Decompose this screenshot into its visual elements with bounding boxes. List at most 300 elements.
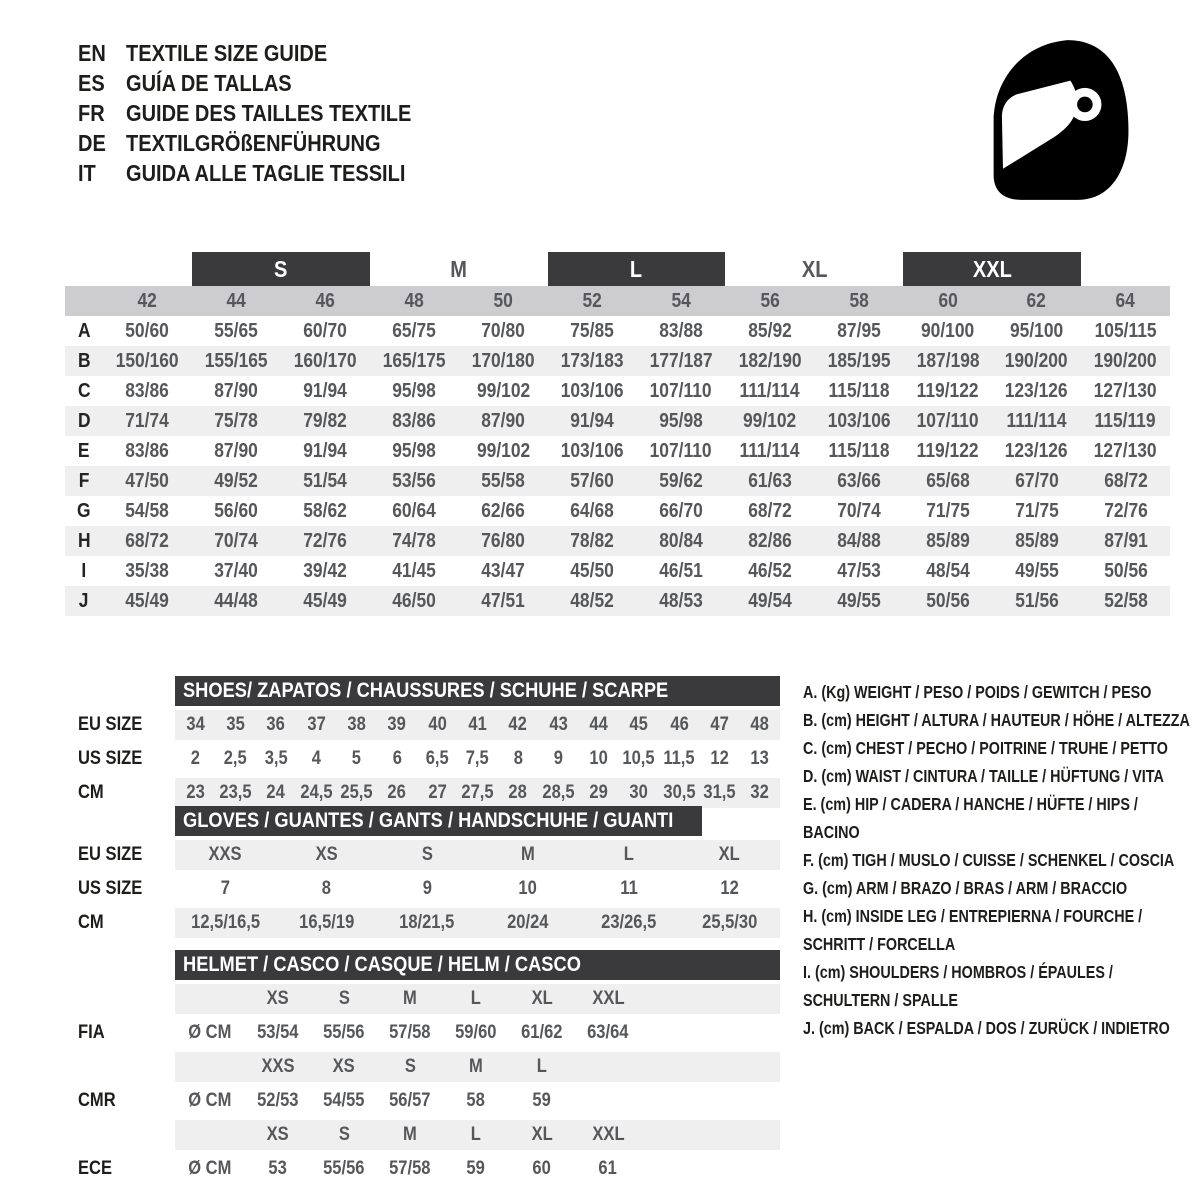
- standard-label-ece: [78, 1154, 175, 1184]
- table-cell-text: 61/62: [521, 1022, 563, 1043]
- table-cell-text: 47: [710, 714, 729, 735]
- table-row: [175, 710, 780, 740]
- table-cell: [103, 346, 192, 376]
- size-group-header: [65, 252, 1170, 286]
- table-cell-text: 49/52: [214, 469, 259, 492]
- row-label-us-size: [78, 744, 175, 774]
- size-label: [509, 1120, 575, 1150]
- table-cell-text: 41: [468, 714, 487, 735]
- table-cell-text: 23/26,5: [601, 912, 657, 933]
- table-cell-text: 45: [629, 714, 649, 735]
- size-number: [370, 286, 459, 316]
- table-cell-text: 6,5: [425, 748, 449, 769]
- table-cell: [725, 556, 814, 586]
- helmet-section: [78, 950, 780, 1188]
- table-cell: [992, 316, 1081, 346]
- table-cell-text: 37/40: [214, 559, 259, 582]
- table-cell: [740, 778, 780, 808]
- table-cell-text: 27: [427, 782, 447, 803]
- size-label: [509, 1052, 575, 1082]
- section-line: [78, 840, 780, 870]
- table-cell: [740, 710, 780, 740]
- gloves-rows: [78, 840, 780, 938]
- row-label-eu-size-text: EU SIZE: [78, 714, 143, 735]
- row-label: [65, 316, 103, 346]
- table-cell: [478, 840, 579, 870]
- table-cell-text: 65/68: [925, 469, 970, 492]
- size-number: [725, 286, 814, 316]
- size-group-XXL: [903, 252, 1081, 286]
- table-cell: [377, 840, 478, 870]
- size-group-L: [548, 252, 726, 286]
- table-cell-text: 83/88: [659, 319, 703, 342]
- table-cell: [281, 556, 370, 586]
- table-cell: [103, 556, 192, 586]
- table-cell: [175, 744, 215, 774]
- size-number-text: 48: [404, 289, 424, 312]
- table-cell: [377, 874, 478, 904]
- table-cell: [619, 744, 659, 774]
- table-cell: [370, 316, 459, 346]
- table-cell: [370, 466, 459, 496]
- table-cell-text: M: [521, 844, 535, 865]
- size-group-L-text: L: [630, 255, 643, 282]
- table-cell-text: 2,5: [223, 748, 247, 769]
- section-line: [78, 984, 780, 1014]
- size-label: [509, 984, 575, 1014]
- language-row: [78, 128, 454, 158]
- table-cell-text: XS: [315, 844, 338, 865]
- table-cell: [814, 316, 903, 346]
- table-cell: [1081, 406, 1170, 436]
- size-number-text: 46: [315, 289, 335, 312]
- size-label-text: XL: [531, 988, 553, 1009]
- table-cell-text: 85/89: [1014, 529, 1059, 552]
- table-cell: [1081, 376, 1170, 406]
- table-cell: [175, 778, 215, 808]
- size-number-text: 64: [1115, 289, 1136, 312]
- table-cell: [459, 346, 548, 376]
- table-cell: [377, 778, 417, 808]
- table-row: [175, 778, 780, 808]
- table-cell: [814, 556, 903, 586]
- unit-label: [175, 1018, 245, 1048]
- size-label-text: M: [469, 1056, 483, 1077]
- row-label: [65, 346, 103, 376]
- language-code-text: EN: [78, 39, 106, 66]
- table-cell: [443, 1018, 509, 1048]
- unit-label: [175, 1086, 245, 1116]
- table-cell-text: 12: [720, 878, 739, 899]
- table-cell-text: 44/48: [214, 589, 259, 612]
- table-cell-text: 90/100: [921, 319, 975, 342]
- table-cell-text: 115/119: [1095, 409, 1157, 432]
- language-code-text: IT: [78, 159, 96, 186]
- table-cell-text: 68/72: [1103, 469, 1148, 492]
- table-cell-text: 173/183: [560, 349, 624, 372]
- row-label: [65, 406, 103, 436]
- table-cell-text: 45/50: [570, 559, 614, 582]
- table-cell: [281, 346, 370, 376]
- size-number-text: 58: [849, 289, 869, 312]
- row-label-text: G: [77, 499, 91, 522]
- table-cell-text: 67/70: [1014, 469, 1059, 492]
- table-cell: [276, 908, 377, 938]
- table-cell-text: 59: [466, 1158, 486, 1179]
- table-cell-text: 83/86: [125, 379, 170, 402]
- table-cell-text: 60: [532, 1158, 552, 1179]
- size-label: [575, 1120, 641, 1150]
- size-number-text: 54: [671, 289, 691, 312]
- table-cell: [192, 526, 281, 556]
- table-cell: [636, 526, 725, 556]
- row-label-eu-size: [78, 840, 175, 870]
- table-cell-text: 185/195: [827, 349, 891, 372]
- table-row: [65, 466, 1170, 496]
- table-cell-text: 51/56: [1014, 589, 1059, 612]
- table-cell: [509, 1154, 575, 1184]
- table-cell: [296, 778, 336, 808]
- spacer: [78, 806, 175, 836]
- standard-label-fia: [78, 1018, 175, 1048]
- table-cell: [103, 586, 192, 616]
- table-cell: [903, 376, 992, 406]
- table-cell: [725, 376, 814, 406]
- table-cell: [443, 1154, 509, 1184]
- table-cell: [103, 376, 192, 406]
- table-cell: [636, 346, 725, 376]
- table-cell: [459, 316, 548, 346]
- table-cell-text: 39: [387, 714, 407, 735]
- table-cell: [336, 710, 376, 740]
- table-cell: [457, 710, 497, 740]
- table-cell: [336, 778, 376, 808]
- table-cell: [814, 496, 903, 526]
- row-label-us-size-text: US SIZE: [78, 748, 143, 769]
- table-cell: [992, 496, 1081, 526]
- table-cell: [548, 466, 637, 496]
- section-line: [78, 1052, 780, 1082]
- table-cell: [903, 406, 992, 436]
- table-cell: [103, 466, 192, 496]
- table-cell-text: 47/51: [481, 589, 525, 612]
- table-cell-text: 48/52: [570, 589, 614, 612]
- table-cell: [725, 496, 814, 526]
- row-label-us-size: [78, 874, 175, 904]
- row-label: [65, 556, 103, 586]
- shoes-rows: [78, 710, 780, 808]
- unit-label-text: Ø CM: [188, 1022, 232, 1043]
- table-cell: [370, 406, 459, 436]
- table-cell: [903, 586, 992, 616]
- table-cell-text: 165/175: [382, 349, 446, 372]
- table-cell: [1081, 436, 1170, 466]
- section-line: [78, 1086, 780, 1116]
- table-cell: [377, 710, 417, 740]
- table-row: [65, 406, 1170, 436]
- table-cell: [903, 556, 992, 586]
- table-cell-text: 23,5: [219, 782, 252, 803]
- table-cell-text: 35: [226, 714, 245, 735]
- table-cell-text: 53/56: [392, 469, 436, 492]
- table-cell-text: 30: [629, 782, 649, 803]
- table-cell-text: 51/54: [303, 469, 348, 492]
- table-cell: [636, 406, 725, 436]
- table-cell: [679, 840, 780, 870]
- table-cell-text: 87/90: [214, 379, 259, 402]
- table-cell: [256, 744, 296, 774]
- table-cell: [725, 586, 814, 616]
- table-cell-text: 10: [589, 748, 608, 769]
- section-line: [78, 1120, 780, 1150]
- table-cell-text: 50/56: [925, 589, 970, 612]
- table-cell: [276, 840, 377, 870]
- shoes-title: SHOES/ ZAPATOS / CHAUSSURES / SCHUHE / SCARPE: [183, 679, 669, 702]
- language-label-text: GUIDE DES TAILLES TEXTILE: [126, 99, 412, 126]
- table-cell-text: 59/60: [455, 1022, 497, 1043]
- legend-item: J. (cm) BACK / ESPALDA / DOS / ZURÜCK / INDIETRO: [803, 1018, 1170, 1038]
- table-cell-text: 91/94: [303, 379, 348, 402]
- helmet-title-bar: [175, 950, 780, 980]
- table-cell: [636, 316, 725, 346]
- table-cell: [699, 778, 739, 808]
- table-cell: [215, 778, 255, 808]
- table-row: [175, 984, 780, 1014]
- row-label-text: A: [77, 319, 91, 342]
- size-number-text: 42: [137, 289, 158, 312]
- shoes-title-bar: [175, 676, 780, 706]
- table-cell-text: 115/118: [828, 439, 890, 462]
- table-cell: [256, 778, 296, 808]
- table-cell-text: 5: [351, 748, 362, 769]
- table-row: [175, 1052, 780, 1082]
- language-label-text: GUÍA DE TALLAS: [126, 69, 292, 96]
- table-cell: [992, 556, 1081, 586]
- table-cell: [370, 436, 459, 466]
- table-cell: [1081, 556, 1170, 586]
- table-cell: [679, 874, 780, 904]
- size-label-text: S: [338, 1124, 350, 1145]
- gloves-section: [78, 806, 780, 942]
- table-cell: [377, 1018, 443, 1048]
- racing-helmet-icon: [982, 36, 1138, 204]
- size-label: [377, 1052, 443, 1082]
- table-cell: [659, 778, 699, 808]
- table-cell-text: 85/92: [748, 319, 792, 342]
- table-cell: [903, 436, 992, 466]
- table-cell-text: 36: [266, 714, 286, 735]
- legend-item: I. (cm) SHOULDERS / HOMBROS / ÉPAULES / SCHULTERN / SPALLE: [803, 962, 1113, 1010]
- table-cell-text: 190/200: [1094, 349, 1157, 372]
- table-cell: [175, 710, 215, 740]
- table-cell-text: 54/55: [323, 1090, 365, 1111]
- size-label-text: XS: [266, 988, 290, 1009]
- table-cell-text: 70/80: [481, 319, 525, 342]
- size-number-text: 50: [493, 289, 513, 312]
- table-cell: [992, 526, 1081, 556]
- table-cell: [281, 586, 370, 616]
- table-cell-text: 62/66: [481, 499, 525, 522]
- size-group-S: [192, 252, 370, 286]
- table-cell: [992, 406, 1081, 436]
- table-row: [65, 556, 1170, 586]
- table-cell: [459, 496, 548, 526]
- table-cell-text: 10,5: [622, 748, 655, 769]
- table-cell: [814, 436, 903, 466]
- table-cell-text: 50/60: [125, 319, 170, 342]
- table-row: [65, 496, 1170, 526]
- table-cell: [245, 1018, 311, 1048]
- table-cell-text: 25,5/30: [701, 912, 758, 933]
- table-cell-text: 177/187: [649, 349, 713, 372]
- section-line: [78, 778, 780, 808]
- table-row: [65, 346, 1170, 376]
- table-cell: [725, 406, 814, 436]
- table-cell-text: 70/74: [214, 529, 259, 552]
- table-cell: [1081, 586, 1170, 616]
- legend-item: E. (cm) HIP / CADERA / HANCHE / HÜFTE / HIPS / BACINO: [803, 794, 1138, 842]
- table-cell-text: 61/63: [748, 469, 792, 492]
- size-group-XL: [725, 252, 903, 286]
- table-cell: [192, 466, 281, 496]
- table-cell: [192, 316, 281, 346]
- table-cell: [417, 744, 457, 774]
- table-cell-text: 87/90: [481, 409, 525, 432]
- table-cell-text: 187/198: [916, 349, 980, 372]
- table-cell-text: 71/75: [1014, 499, 1059, 522]
- table-cell: [103, 436, 192, 466]
- standard-label-cmr: [78, 1086, 175, 1116]
- size-number-text: 44: [226, 289, 247, 312]
- gloves-title: GLOVES / GUANTES / GANTS / HANDSCHUHE / GUANTI: [183, 809, 674, 832]
- table-cell: [548, 526, 637, 556]
- table-cell: [417, 778, 457, 808]
- standard-label-ece-text: ECE: [78, 1158, 112, 1179]
- table-cell-text: 28: [508, 782, 528, 803]
- table-cell: [659, 744, 699, 774]
- table-cell: [459, 556, 548, 586]
- table-cell-text: 9: [422, 878, 432, 899]
- language-row: [78, 68, 454, 98]
- table-cell: [370, 526, 459, 556]
- table-cell-text: 85/89: [925, 529, 970, 552]
- table-row: [65, 316, 1170, 346]
- table-cell: [459, 466, 548, 496]
- table-cell: [578, 874, 679, 904]
- table-cell: [175, 908, 276, 938]
- section-line: [78, 1018, 780, 1048]
- size-label: [443, 984, 509, 1014]
- table-cell-text: 43/47: [481, 559, 525, 582]
- table-cell: [175, 874, 276, 904]
- table-cell: [478, 874, 579, 904]
- table-cell: [103, 316, 192, 346]
- row-label-text: E: [78, 439, 90, 462]
- table-cell: [1081, 316, 1170, 346]
- table-cell: [336, 744, 376, 774]
- table-cell: [575, 1018, 641, 1048]
- table-cell: [578, 778, 618, 808]
- table-cell: [296, 744, 336, 774]
- size-label: [443, 1052, 509, 1082]
- table-cell: [459, 406, 548, 436]
- table-cell: [992, 466, 1081, 496]
- table-cell: [578, 744, 618, 774]
- size-label: [245, 984, 311, 1014]
- table-cell: [457, 744, 497, 774]
- table-cell-text: 31,5: [703, 782, 736, 803]
- legend-item: A. (Kg) WEIGHT / PESO / POIDS / GEWITCH / PESO: [803, 682, 1152, 702]
- language-code-text: FR: [78, 99, 105, 126]
- table-cell-text: 170/180: [471, 349, 535, 372]
- table-cell-text: 64/68: [570, 499, 614, 522]
- table-cell: [992, 586, 1081, 616]
- table-cell: [103, 496, 192, 526]
- table-cell: [370, 346, 459, 376]
- table-cell-text: 83/86: [392, 409, 436, 432]
- size-number-band: [65, 286, 1170, 316]
- table-cell-text: 80/84: [659, 529, 703, 552]
- table-cell: [443, 1086, 509, 1116]
- table-cell: [992, 346, 1081, 376]
- size-label-text: L: [470, 1124, 482, 1145]
- size-label: [245, 1120, 311, 1150]
- table-cell-text: 87/90: [214, 439, 259, 462]
- language-label-text: TEXTILE SIZE GUIDE: [126, 39, 328, 66]
- table-cell: [814, 586, 903, 616]
- row-label: [65, 466, 103, 496]
- table-cell: [659, 710, 699, 740]
- row-label: [65, 496, 103, 526]
- table-cell-text: 34: [185, 714, 205, 735]
- size-group-XL-text: XL: [801, 255, 828, 282]
- table-cell: [103, 526, 192, 556]
- table-cell-text: 71/74: [125, 409, 170, 432]
- table-cell-text: XL: [719, 844, 741, 865]
- table-cell-text: 46: [669, 714, 689, 735]
- table-cell-text: 72/76: [1103, 499, 1148, 522]
- size-number: [281, 286, 370, 316]
- table-cell: [281, 496, 370, 526]
- table-cell-text: 27,5: [461, 782, 494, 803]
- table-cell: [699, 744, 739, 774]
- legend-item: D. (cm) WAIST / CINTURA / TAILLE / HÜFTUNG / VITA: [803, 766, 1164, 786]
- table-cell-text: 48: [750, 714, 770, 735]
- table-cell: [192, 436, 281, 466]
- spacer: [65, 286, 103, 316]
- table-cell-text: 119/122: [916, 439, 979, 462]
- table-cell-text: 99/102: [476, 439, 530, 462]
- table-cell-text: 68/72: [125, 529, 170, 552]
- table-cell: [370, 376, 459, 406]
- table-cell-text: 78/82: [570, 529, 614, 552]
- table-cell-text: 45/49: [125, 589, 170, 612]
- table-cell: [548, 376, 637, 406]
- table-cell-text: 61: [598, 1158, 618, 1179]
- table-cell-text: 9: [553, 748, 563, 769]
- legend-item: B. (cm) HEIGHT / ALTURA / HAUTEUR / HÖHE / ALTEZZA: [803, 710, 1190, 730]
- table-row: [65, 376, 1170, 406]
- table-cell: [281, 436, 370, 466]
- language-label: [126, 40, 357, 67]
- table-cell-text: 107/110: [649, 439, 712, 462]
- table-cell-text: 46/51: [659, 559, 703, 582]
- table-cell-text: 3,5: [264, 748, 288, 769]
- table-cell-text: 63/64: [587, 1022, 629, 1043]
- table-cell-text: 39/42: [303, 559, 348, 582]
- size-label-text: XL: [531, 1124, 553, 1145]
- spacer: [78, 1052, 175, 1082]
